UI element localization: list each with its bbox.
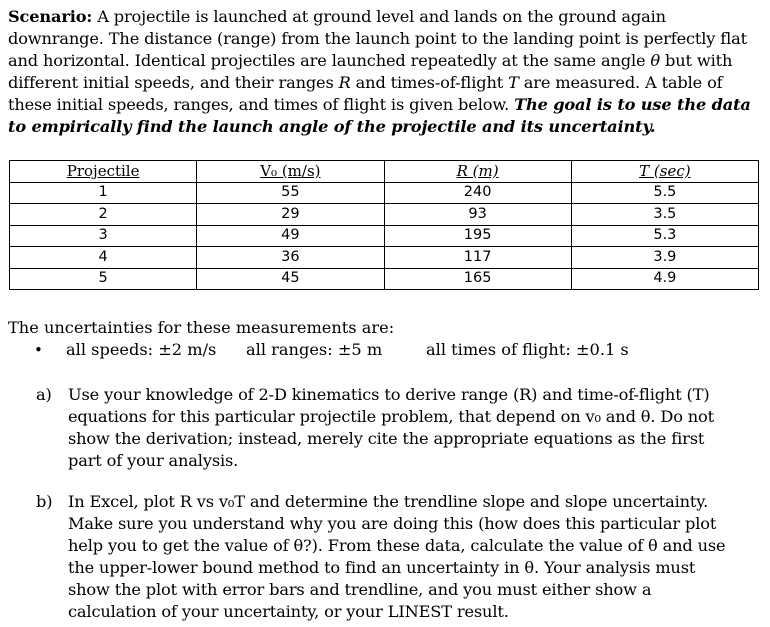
bullet-icon: • [34, 341, 43, 359]
table-cell: 5 [10, 268, 197, 290]
table-header: T (sec) [571, 161, 758, 183]
range-symbol: R [338, 73, 351, 92]
table-row [10, 182, 759, 204]
table-cell: 3.9 [571, 247, 758, 269]
question-a [36, 384, 736, 472]
time-uncertainty: all times of flight: ±0.1 s [426, 340, 629, 359]
theta-symbol: θ [650, 51, 661, 70]
question-a-label: a) [36, 385, 52, 404]
table-cell: 3 [10, 225, 197, 247]
scenario-text-1: A projectile is launched at ground level and lands on the ground again downrange. The distance (range) from the launch point to the landing point is perfectly flat and horizontal. Identical projectiles are launched repeatedly at the same angle [8, 7, 748, 70]
time-symbol: T [508, 73, 519, 92]
scenario-paragraph [8, 6, 760, 138]
table-header: Projectile [10, 161, 197, 183]
uncertainties-title: The uncertainties for these measurements are: [8, 318, 395, 337]
question-b-label: b) [36, 492, 53, 511]
table-cell: 4 [10, 247, 197, 269]
table-cell: 165 [384, 268, 571, 290]
table-cell: 36 [197, 247, 384, 269]
table-cell: 55 [197, 182, 384, 204]
table-cell: 240 [384, 182, 571, 204]
table-cell: 49 [197, 225, 384, 247]
table-cell: 117 [384, 247, 571, 269]
data-table [9, 160, 759, 290]
table-cell: 93 [384, 204, 571, 226]
table-row [10, 268, 759, 290]
table-header: V₀ (m/s) [197, 161, 384, 183]
table-cell: 5.3 [571, 225, 758, 247]
table-header-row [10, 161, 759, 183]
question-b-text: In Excel, plot R vs v₀T and determine the trendline slope and slope uncertainty. Make sure you understand why you are doing this (how does this particular plot help you to get the value of θ?). From these data, calculate the value of θ and use the upper-lower bound method to find an uncertainty in θ. Your analysis must show the plot with error bars and trendline, and you must either show a calculation of your uncertainty, or your LINEST result. [68, 492, 726, 621]
table-cell: 2 [10, 204, 197, 226]
table-row [10, 204, 759, 226]
scenario-text-3: and times-of-flight [350, 73, 509, 92]
speed-uncertainty: all speeds: ±2 m/s [66, 340, 217, 359]
table-cell: 45 [197, 268, 384, 290]
scenario-text-4: are measured. A table of these initial speeds, ranges, and times of flight is given below. [8, 73, 723, 114]
table-cell: 4.9 [571, 268, 758, 290]
table-cell: 1 [10, 182, 197, 204]
table-cell: 29 [197, 204, 384, 226]
scenario-text-2: but with different initial speeds, and their ranges [8, 51, 733, 92]
goal-statement: The goal is to use the data to empirically find the launch angle of the projectile and its uncertainty. [8, 95, 751, 136]
table-cell: 195 [384, 225, 571, 247]
table-header: R (m) [384, 161, 571, 183]
table-row [10, 225, 759, 247]
table-row [10, 247, 759, 269]
question-b [36, 491, 736, 623]
range-uncertainty: all ranges: ±5 m [246, 340, 383, 359]
scenario-label: Scenario: [8, 7, 93, 26]
question-a-text: Use your knowledge of 2-D kinematics to derive range (R) and time-of-flight (T) equations for this particular projectile problem, that depend on v₀ and θ. Do not show the derivation; instead, merely cite the appropriate equations as the first part of your analysis. [68, 385, 715, 470]
table-cell: 3.5 [571, 204, 758, 226]
table-cell: 5.5 [571, 182, 758, 204]
